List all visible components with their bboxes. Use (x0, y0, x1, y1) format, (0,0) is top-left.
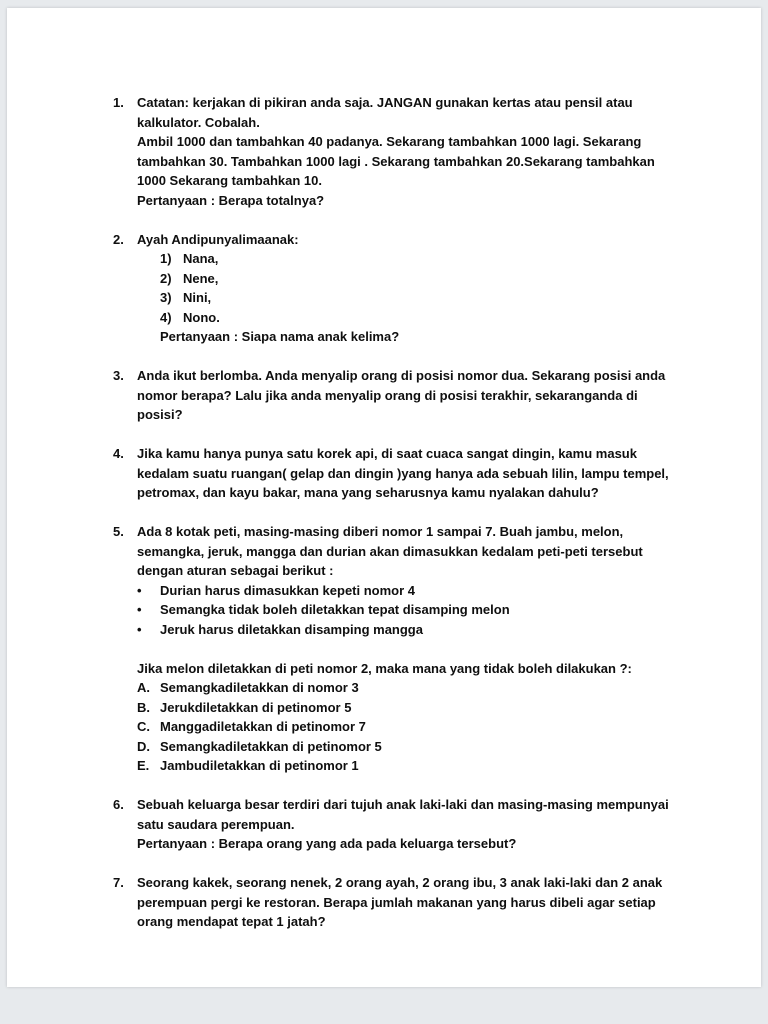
answer-option (137, 717, 673, 737)
option-marker: D. (137, 738, 150, 754)
question-body-text: Seorang kakek, seorang nenek, 2 orang ayah, 2 orang ibu, 3 anak laki-laki dan 2 anak perempuan pergi ke restoran. Berapa jumlah makanan yang harus dibeli agar setiap orang mendapat tepat 1 jatah? (137, 875, 663, 929)
question-body (137, 444, 673, 503)
sub-item-text: Nene, (183, 270, 219, 286)
sub-item-text: Nono. (183, 309, 220, 325)
option-marker: E. (137, 758, 150, 773)
questions-list (7, 8, 761, 932)
question-body-text: Jika kamu hanya punya satu korek api, di saat cuaca sangat dingin, kamu masuk kedalam suatu ruangan( gelap dan dingin )yang hanya ada sebuah lilin, lampu tempel, petromax, dan kayu bakar, mana yang seharusnya kamu nyalakan dahulu? (137, 446, 669, 500)
question-body-text: Ambil 1000 dan tambahkan 40 padanya. Sekarang tambahkan 1000 lagi. Sekarang tambahkan 30. Tambahkan 1000 lagi . Sekarang tambahkan 20.Sekarang tambahkan 1000 Sekarang tambahkan 10. (137, 134, 655, 188)
sub-list-item (137, 288, 673, 308)
option-marker: B. (137, 699, 150, 715)
question-prompt: Pertanyaan : Berapa totalnya? (137, 192, 325, 208)
sub-item-marker: 3) (160, 290, 172, 305)
sub-item-text: Nini, (183, 290, 212, 305)
option-marker: A. (137, 680, 150, 695)
question-body (137, 873, 673, 932)
bullet-icon: • (137, 621, 142, 637)
option-marker: C. (137, 719, 150, 734)
rule-text: Semangka tidak boleh diletakkan tepat disamping melon (160, 602, 510, 617)
question-3 (113, 366, 673, 425)
question-6 (113, 795, 673, 854)
question-5 (113, 522, 673, 776)
question-2 (113, 230, 673, 347)
bullet-icon: • (137, 602, 142, 617)
option-text: Semangkadiletakkan di petinomor 5 (160, 738, 382, 754)
answer-option (137, 698, 673, 718)
answer-option (137, 678, 673, 698)
sub-item-marker: 1) (160, 251, 172, 266)
answer-option (137, 737, 673, 757)
answer-option (137, 756, 673, 776)
bullet-icon: • (137, 582, 142, 598)
question-body-text: Sebuah keluarga besar terdiri dari tujuh anak laki-laki dan masing-masing mempunyai satu saudara perempuan. (137, 797, 669, 832)
question-body (137, 93, 673, 210)
question-intro-text: Ada 8 kotak peti, masing-masing diberi nomor 1 sampai 7. Buah jambu, melon, semangka, jeruk, mangga dan durian akan dimasukkan kedalam peti-peti tersebut dengan aturan sebagai berikut : (137, 524, 643, 578)
question-number: 7. (113, 875, 124, 890)
question-prompt: Pertanyaan : Berapa orang yang ada pada keluarga tersebut? (137, 836, 517, 851)
option-text: Semangkadiletakkan di nomor 3 (160, 680, 359, 695)
sub-item-marker: 2) (160, 270, 172, 286)
document-page (7, 8, 761, 987)
sub-item-marker: 4) (160, 309, 172, 325)
sub-question-text: Jika melon diletakkan di peti nomor 2, maka mana yang tidak boleh dilakukan ?: (137, 660, 632, 676)
sub-item-text: Nana, (183, 251, 219, 266)
option-text: Jambudiletakkan di petinomor 1 (160, 758, 359, 773)
question-number: 3. (113, 368, 124, 383)
question-note-text: Catatan: kerjakan di pikiran anda saja. JANGAN gunakan kertas atau pensil atau kalkulator. Cobalah. (137, 95, 633, 130)
sub-list-item (137, 249, 673, 269)
rule-list-item (137, 581, 673, 601)
question-body (137, 366, 673, 425)
question-1 (113, 93, 673, 210)
rule-text: Jeruk harus diletakkan disamping mangga (160, 621, 423, 637)
question-number: 6. (113, 797, 124, 812)
question-body (137, 795, 673, 854)
rule-text: Durian harus dimasukkan kepeti nomor 4 (160, 582, 416, 598)
option-text: Manggadiletakkan di petinomor 7 (160, 719, 366, 734)
option-text: Jerukdiletakkan di petinomor 5 (160, 699, 352, 715)
question-body (137, 230, 673, 347)
sub-list-item (137, 269, 673, 289)
question-number: 4. (113, 446, 124, 461)
question-number: 2. (113, 231, 124, 247)
rule-list-item (137, 620, 673, 640)
sub-list-item (137, 308, 673, 328)
question-prompt: Pertanyaan : Siapa nama anak kelima? (160, 329, 400, 344)
rule-list-item (137, 600, 673, 620)
blank-line (137, 639, 673, 659)
question-body (137, 522, 673, 776)
question-4 (113, 444, 673, 503)
question-number: 1. (113, 95, 124, 110)
question-number: 5. (113, 524, 124, 539)
question-intro-text: Ayah Andipunyalimaanak: (137, 231, 299, 247)
question-7 (113, 873, 673, 932)
question-body-text: Anda ikut berlomba. Anda menyalip orang di posisi nomor dua. Sekarang posisi anda nomor berapa? Lalu jika anda menyalip orang di posisi terakhir, sekaranganda di posisi? (137, 368, 666, 422)
